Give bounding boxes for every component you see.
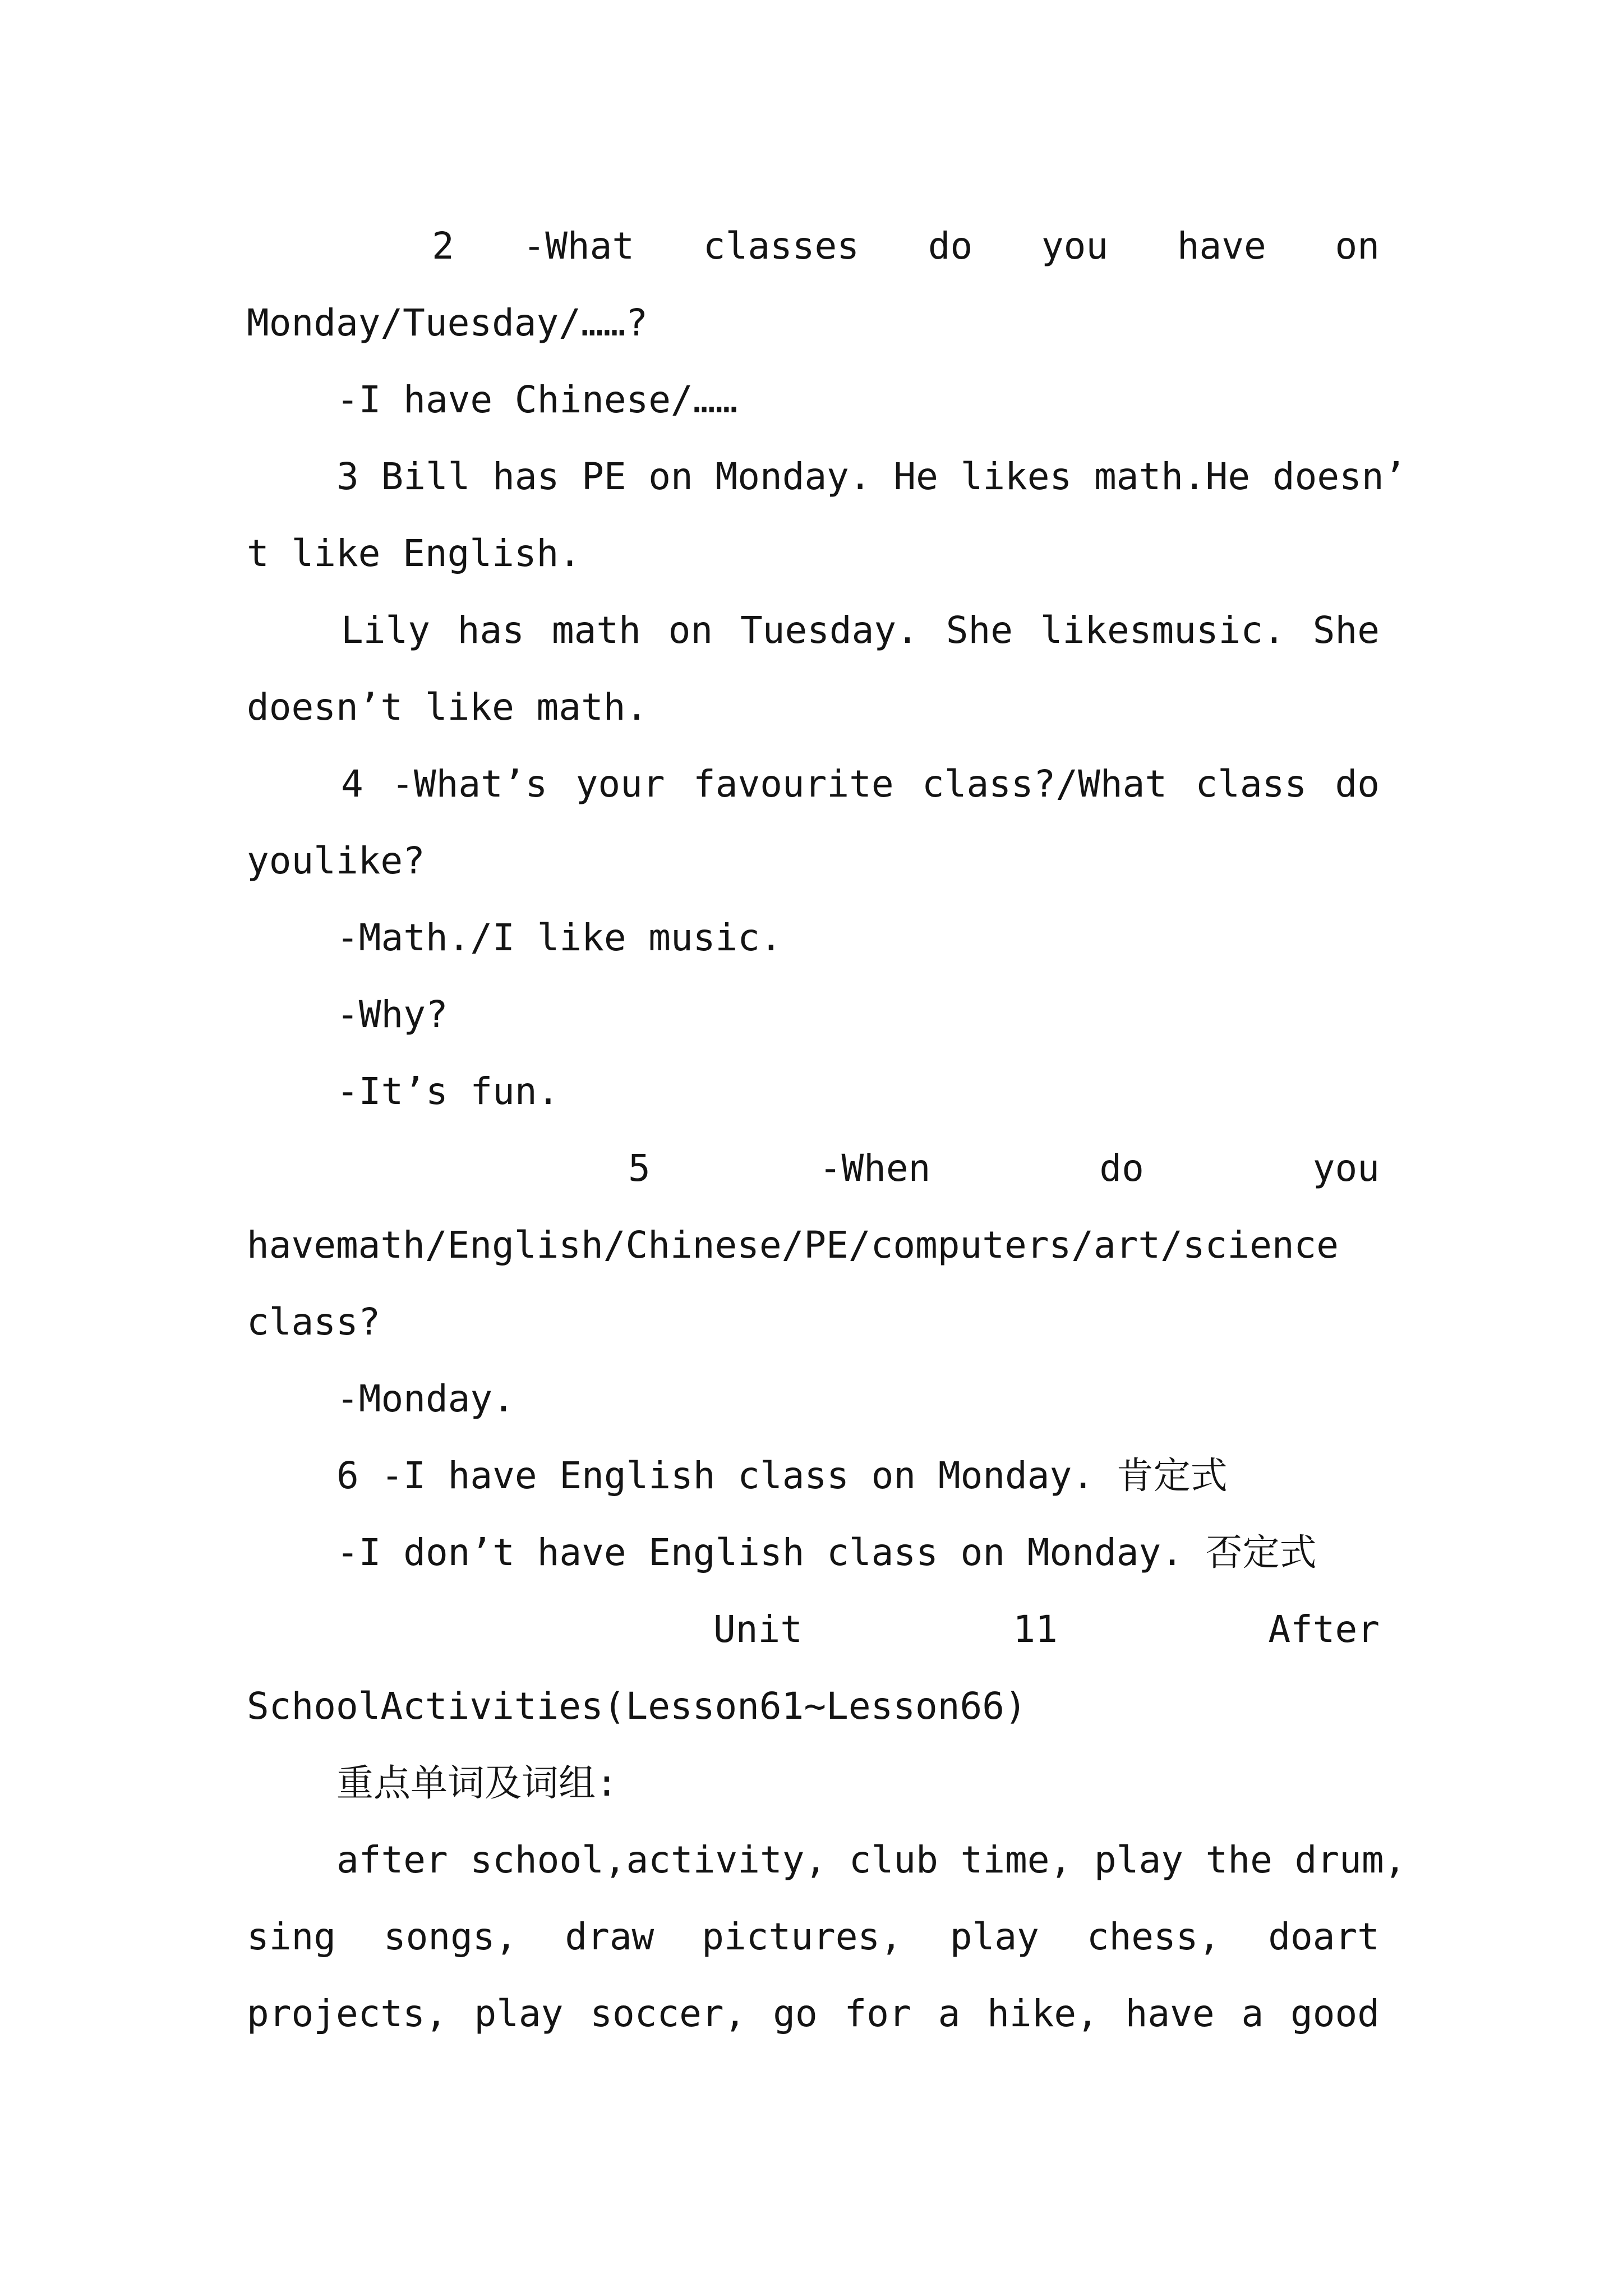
item3-line2: t like English. [247,532,582,575]
document-body [247,208,1407,2052]
word: a [938,1992,961,2035]
item4-answer: -Math./I like music. [336,916,782,959]
item2-answer: -I have Chinese/…… [336,378,738,421]
word: soccer, [590,1992,746,2035]
word: She [1312,609,1380,652]
item4-question-line1 [247,746,1380,822]
word: She [946,609,1013,652]
word: play [474,1992,564,2035]
word: draw [565,1915,654,1958]
word: have [1125,1992,1215,2035]
word: -When [819,1147,931,1190]
word: a [1241,1992,1264,2035]
key-vocab-heading: 重点单词及词组: [336,1761,618,1805]
word: chess, [1086,1915,1221,1958]
item6-affirmative: 6 -I have English class on Monday. 肯定式 [336,1454,1228,1497]
word: play [949,1915,1039,1958]
word: favourite [693,762,894,806]
word: sing [247,1915,336,1958]
word: hike, [987,1992,1099,2035]
vocab-line2 [247,1898,1380,1975]
word: math [551,609,641,652]
item5-question-line1 [247,1130,1380,1207]
item5-question-line2: havemath/English/Chinese/PE/computers/art/science [247,1223,1339,1267]
lily-line2: doesn’t like math. [247,685,648,729]
word: you [1312,1147,1380,1190]
unit-heading-line2: SchoolActivities(Lesson61~Lesson66) [247,1685,1027,1728]
item2-question-line2: Monday/Tuesday/……? [247,301,648,344]
word: you [1041,224,1109,268]
vocab-line3 [247,1975,1380,2052]
word: Lily [341,609,430,652]
word: doart [1268,1915,1380,1958]
word: has [457,609,525,652]
word: go [773,1992,818,2035]
word: After [1268,1608,1380,1651]
word: projects, [247,1992,448,2035]
item5-question-line3: class? [247,1300,381,1343]
word: classes [703,224,859,268]
item2-question-line1 [247,208,1380,284]
word: on [668,609,713,652]
word: Unit [713,1608,803,1651]
item4-reason: -It’s fun. [336,1070,560,1113]
word: have [1177,224,1266,268]
word: do [928,224,973,268]
word: 5 [628,1147,651,1190]
word: class?/What [921,762,1168,806]
word: your [575,762,665,806]
item3-line1: 3 Bill has PE on Monday. He likes math.He doesn’ [336,455,1407,498]
word: songs, [383,1915,518,1958]
unit-heading-line1 [247,1591,1380,1668]
word: 2 [432,224,454,268]
word: likesmusic. [1040,609,1285,652]
word: do [1099,1147,1144,1190]
word: pictures, [702,1915,902,1958]
item4-question-line2: youlike? [247,839,425,882]
word: Tuesday. [740,609,919,652]
item5-answer: -Monday. [336,1377,515,1420]
word: good [1290,1992,1380,2035]
word: on [1335,224,1380,268]
word: -What [523,224,635,268]
word: for [844,1992,911,2035]
word: 11 [1013,1608,1058,1651]
item4-why: -Why? [336,993,448,1036]
vocab-line1: after school,activity, club time, play the drum, [336,1838,1407,1881]
item6-negative: -I don’t have English class on Monday. 否定式 [336,1531,1317,1574]
lily-line1 [247,592,1380,669]
word: class [1195,762,1307,806]
word: 4 [341,762,363,806]
word: -What’s [391,762,548,806]
word: do [1335,762,1380,806]
